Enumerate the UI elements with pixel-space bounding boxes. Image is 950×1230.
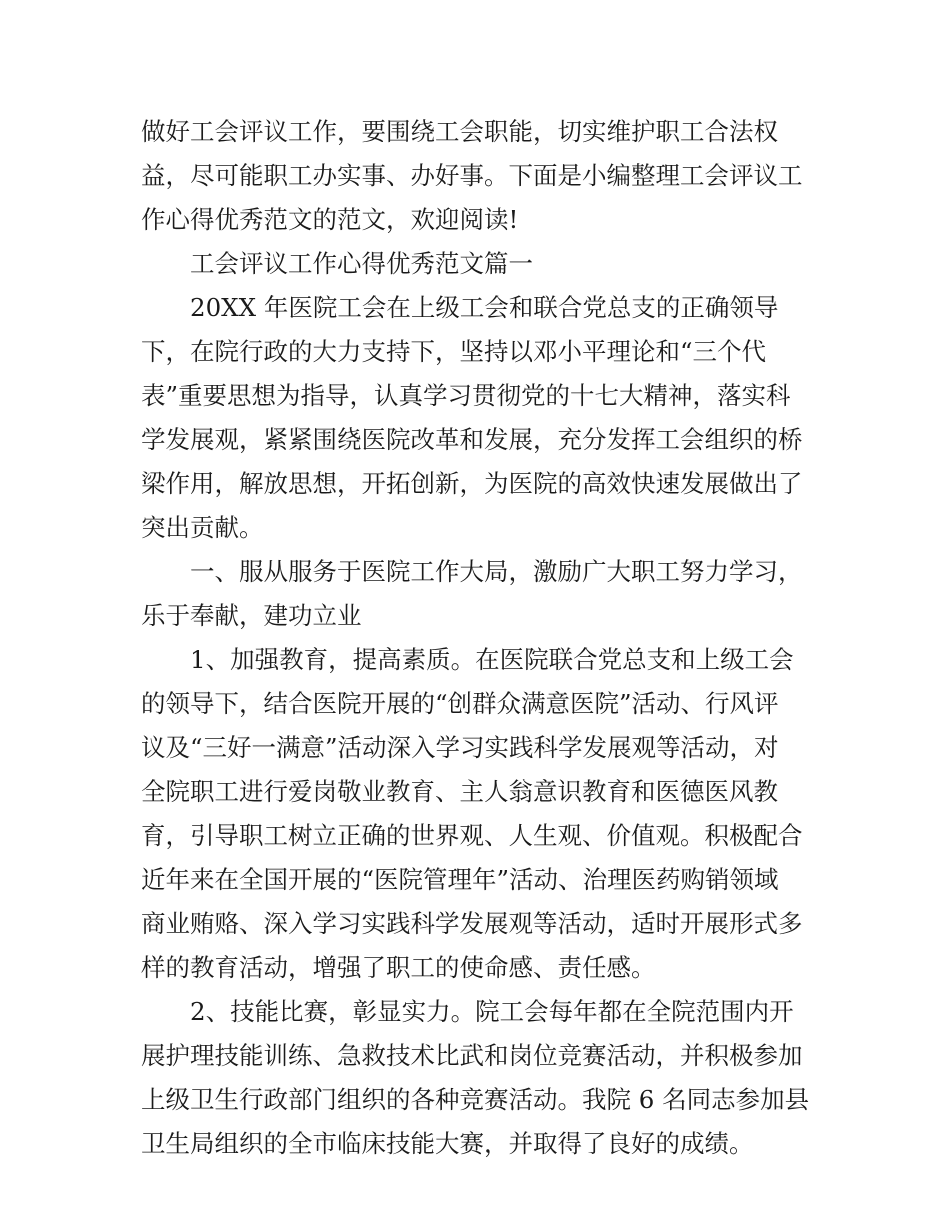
document-body bbox=[141, 110, 821, 1166]
text-line: 突出贡献。 bbox=[141, 513, 264, 542]
text-line: 下，在院行政的大力支持下，坚持以邓小平理论和“三个代 bbox=[141, 337, 767, 366]
text-line: 梁作用，解放思想，开拓创新，为医院的高效快速发展做出了 bbox=[141, 469, 803, 498]
text-line: 全院职工进行爱岗敬业教育、主人翁意识教育和医德医风教 bbox=[141, 777, 778, 806]
text-line: 20XX 年医院工会在上级工会和联合党总支的正确领导 bbox=[190, 293, 779, 322]
text-line: 卫生局组织的全市临床技能大赛，并取得了良好的成绩。 bbox=[141, 1129, 754, 1158]
text-line: 样的教育活动，增强了职工的使命感、责任感。 bbox=[141, 953, 656, 982]
text-line: 育，引导职工树立正确的世界观、人生观、价值观。积极配合 bbox=[141, 821, 803, 850]
text-line: 做好工会评议工作，要围绕工会职能，切实维护职工合法权 bbox=[141, 117, 778, 146]
text-line: 2、技能比赛，彰显实力。院工会每年都在全院范围内开 bbox=[190, 997, 794, 1026]
text-line: 乐于奉献，建功立业 bbox=[141, 601, 362, 630]
text-line: 表”重要思想为指导，认真学习贯彻党的十七大精神，落实科 bbox=[141, 381, 791, 410]
text-line: 益，尽可能职工办实事、办好事。下面是小编整理工会评议工 bbox=[141, 161, 803, 190]
text-line: 1、加强教育，提高素质。在医院联合党总支和上级工会 bbox=[190, 645, 794, 674]
text-line: 展护理技能训练、急救技术比武和岗位竞赛活动，并积极参加 bbox=[141, 1041, 803, 1070]
text-line: 上级卫生行政部门组织的各种竞赛活动。我院 6 名同志参加县 bbox=[141, 1085, 810, 1114]
text-line: 商业贿赂、深入学习实践科学发展观等活动，适时开展形式多 bbox=[141, 909, 803, 938]
text-line: 一、服从服务于医院工作大局，激励广大职工努力学习， bbox=[190, 557, 803, 586]
text-line: 的领导下，结合医院开展的“创群众满意医院”活动、行风评 bbox=[141, 689, 779, 718]
text-line: 作心得优秀范文的范文，欢迎阅读! bbox=[141, 205, 519, 234]
text-line: 学发展观，紧紧围绕医院改革和发展，充分发挥工会组织的桥 bbox=[141, 425, 803, 454]
text-line: 议及“三好一满意”活动深入学习实践科学发展观等活动，对 bbox=[141, 733, 779, 762]
text-line: 工会评议工作心得优秀范文篇一 bbox=[190, 249, 533, 278]
text-line: 近年来在全国开展的“医院管理年”活动、治理医药购销领域 bbox=[141, 865, 779, 894]
